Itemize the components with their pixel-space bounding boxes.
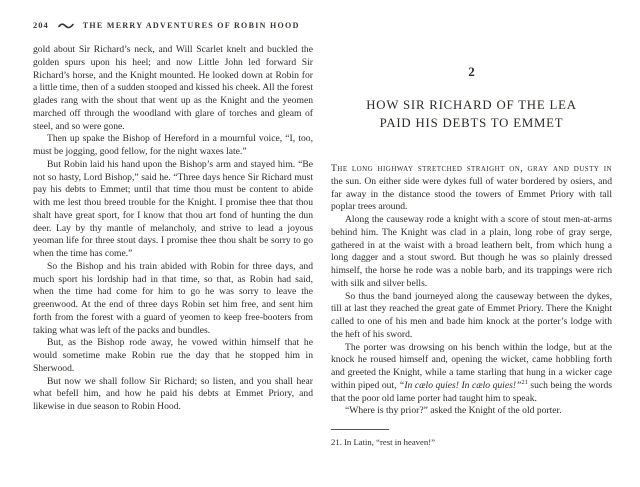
- chapter-title: [331, 97, 612, 132]
- chapter-title-line2: PAID HIS DEBTS TO EMMET: [379, 115, 564, 130]
- running-head-title: THE MERRY ADVENTURES OF ROBIN HOOD: [82, 20, 300, 30]
- paragraph-text: such being the words that the poor old lame porter had taught him to speak.: [331, 379, 612, 404]
- left-page-text: [33, 44, 313, 414]
- paragraph: But, as the Bishop rode away, he vowed within himself that he would sometime make Robin rue the day that he stopped him in Sherwood.: [33, 337, 313, 374]
- right-page-text: [331, 163, 612, 418]
- paragraph: So the Bishop and his train abided with Robin for three days, and much sport his lordship had in that time, so that, as Robin had said, when the time had come for him to go he was sorry to leave the greenwood. At the end of three days Robin set him free, and sent him forth from the forest with a guard of yeomen to keep free-booters from taking what was left of the packs and bundles.: [33, 260, 313, 336]
- paragraph: “Where is thy prior?” asked the Knight of the old porter.: [345, 405, 562, 417]
- leaf-flourish-icon: [58, 22, 74, 29]
- footnote-text: 21. In Latin, “rest in heaven!”: [331, 437, 435, 447]
- chapter-heading: [331, 64, 612, 132]
- page-number: 204: [33, 20, 49, 30]
- paragraph: But Robin laid his hand upon the Bishop’s arm and stayed him. “Be not so hasty, Lord Bishop,” said he. “Three days hence Sir Richard must pay his debts to Emmet; until that time thou must be content to abide with me lest thou breed trouble for the Knight. I promise thee that thou shalt have great sport, for I know that thou art fond of hunting the dun deer. Lay by thy mantle of melancholy, and strive to lead a joyous yeoman life for three stout days. I promise thee thou shalt be sorry to go when the time has come.”: [33, 158, 313, 259]
- opening-paragraph: The long highway stretched straight on, gray and dusty in the sun. On either side were dykes full of water bordered by osiers, and far away in the distance stood the towers of Emmet Priory with tall poplar trees around.: [331, 163, 612, 213]
- paragraph-with-footnote: [331, 342, 612, 406]
- paragraph: But now we shall follow Sir Richard; so listen, and you shall hear what befell him, and how he paid his debts at Emmet Priory, and likewise in due season to Robin Hood.: [33, 375, 313, 412]
- footnote-reference: 21: [521, 378, 528, 386]
- paragraph-text: The porter was drowsing on his bench within the lodge, but at the knock he roused himself and, opening the wicket, came hobbling forth and greeted the Knight, while a tame starling that hung in a wicker cage within piped out,: [331, 341, 612, 391]
- chapter-number: 2: [468, 64, 475, 79]
- footnote-rule: [331, 429, 389, 430]
- paragraph: Along the causeway rode a knight with a score of stout men-at-arms behind him. The Knight was clad in a plain, long robe of gray serge, gathered in at the waist with a broad leathern belt, from which hung a long dagger and a stout sword. But though he was so plainly dressed himself, the horse he rode was a noble barb, and its trappings were rich with silk and silver bells.: [331, 214, 612, 289]
- paragraph: Then up spake the Bishop of Hereford in a mournful voice, “I, too, must be jogging, good fellow, for the night waxes late.”: [33, 133, 313, 157]
- running-head: [33, 20, 300, 30]
- latin-phrase: “In cælo quies! In cælo quies!”: [399, 379, 522, 391]
- chapter-title-line1: HOW SIR RICHARD OF THE LEA: [366, 98, 577, 112]
- footnote: [331, 429, 612, 448]
- paragraph: gold about Sir Richard’s neck, and Will Scarlet knelt and buckled the golden spurs upon his heel; and now Little John led forward Sir Richard’s horse, and the Knight mounted. He looked down at Robin for a little time, then of a sudden stooped and kissed his cheek. All the forest glades rang with the shout that went up as the Knight and the yeomen marched off through the woodland with glare of torches and gleam of steel, and so were gone.: [33, 44, 313, 132]
- paragraph: So thus the band journeyed along the causeway between the dykes, till at last they reached the great gate of Emmet Priory. There the Knight called to one of his men and bade him knock at the porter’s lodge with the heft of his sword.: [331, 290, 612, 340]
